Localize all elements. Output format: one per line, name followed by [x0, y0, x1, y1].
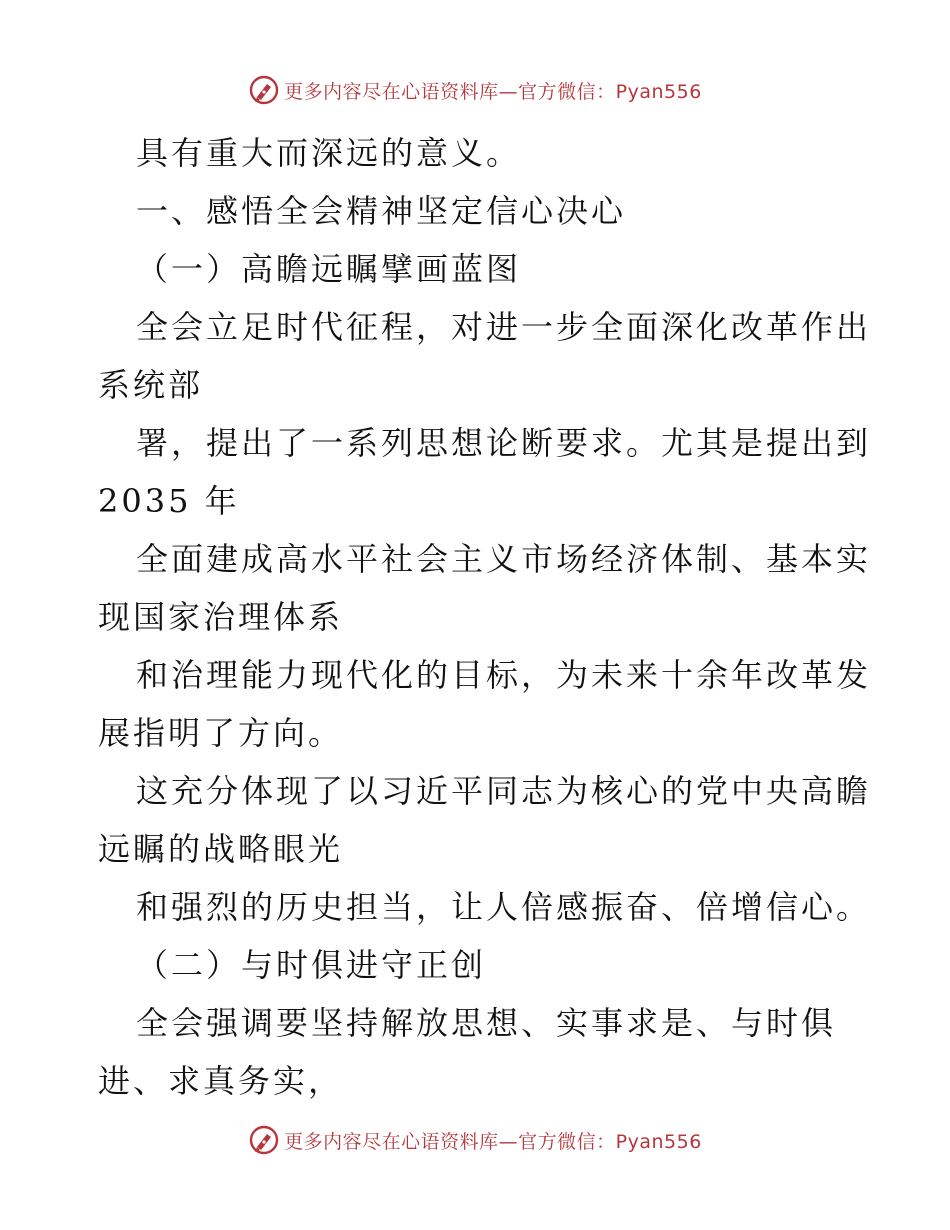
- paragraph-line: 全会立足时代征程，对进一步全面深化改革作出: [136, 308, 872, 346]
- paragraph-line: 和强烈的历史担当，让人倍感振奋、倍增信心。: [136, 888, 872, 926]
- paragraph-line: 2035 年: [98, 482, 240, 520]
- paragraph-line: 进、求真务实，: [98, 1062, 344, 1100]
- paragraph-line: 署，提出了一系列思想论断要求。尤其是提出到: [136, 424, 872, 462]
- paragraph-line: 全面建成高水平社会主义市场经济体制、基本实: [136, 540, 872, 578]
- paragraph-line: 现国家治理体系: [98, 598, 344, 636]
- pen-nib-logo-icon: [248, 74, 280, 106]
- subsection-heading: （二）与时俱进守正创: [136, 946, 487, 984]
- footer-watermark-banner: [0, 1120, 950, 1160]
- subsection-heading: （一）高瞻远瞩擘画蓝图: [136, 250, 522, 288]
- section-heading: 一、感悟全会精神坚定信心决心: [136, 192, 627, 230]
- paragraph-line: 全会强调要坚持解放思想、实事求是、与时俱: [136, 1004, 837, 1042]
- paragraph-line: 具有重大而深远的意义。: [136, 134, 522, 172]
- paragraph-line: 和治理能力现代化的目标，为未来十余年改革发: [136, 656, 872, 694]
- pen-nib-logo-icon: [248, 1124, 280, 1156]
- watermark-text: 更多内容尽在心语资料库—官方微信：Pyan556: [284, 1130, 702, 1153]
- paragraph-line: 远瞩的战略眼光: [98, 830, 344, 868]
- document-body: [98, 124, 872, 1110]
- paragraph-line: 展指明了方向。: [98, 714, 344, 752]
- watermark-text: 更多内容尽在心语资料库—官方微信：Pyan556: [284, 80, 702, 103]
- header-watermark-banner: [0, 70, 950, 110]
- paragraph-line: 系统部: [98, 366, 204, 404]
- paragraph-line: 这充分体现了以习近平同志为核心的党中央高瞻: [136, 772, 872, 810]
